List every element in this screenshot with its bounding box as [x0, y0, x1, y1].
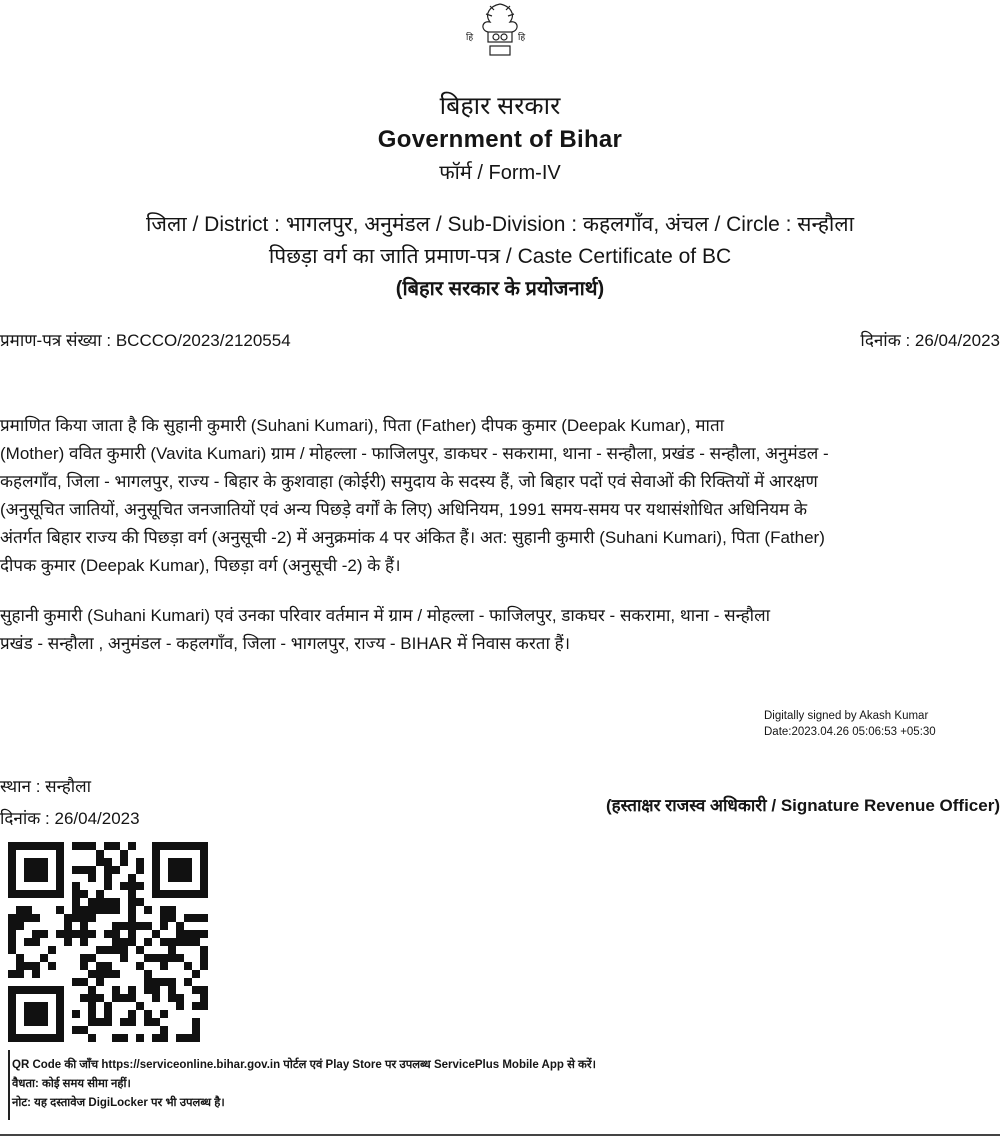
signature-officer: (हस्ताक्षर राजस्व अधिकारी / Signature Revenue Officer) [605, 796, 1000, 815]
certificate-date: दिनांक : 26/04/2023 [860, 331, 1000, 350]
certificate-paragraph-1 [0, 412, 1000, 580]
qr-verification-note: QR Code की जाँच https://serviceonline.bihar.gov.in पोर्टल एवं Play Store पर उपलब्ध ServicePlus Mobile App से करें। [12, 1059, 596, 1071]
paragraph-line: (अनुसूचित जातियों, अनुसूचित जनजातियों एवं अन्य पिछड़े वर्गों के लिए) अधिनियम, 1991 समय-समय पर यथासंशोधित अधिनियम के [0, 500, 808, 519]
validity-note: वैधता: कोई समय सीमा नहीं। [12, 1078, 131, 1090]
paragraph-line: सुहानी कुमारी (Suhani Kumari) एवं उनका परिवार वर्तमान में ग्राम / मोहल्ला - फाजिलपुर, डाकघर - सकरामा, थाना - सन्हौला [0, 606, 771, 625]
form-label: फॉर्म / Form-IV [439, 162, 561, 184]
signature-timestamp: Date:2023.04.26 05:06:53 +05:30 [764, 726, 936, 738]
certificate-title: पिछड़ा वर्ग का जाति प्रमाण-पत्र / Caste Certificate of BC [268, 245, 732, 268]
qr-code-icon[interactable] [8, 842, 208, 1042]
certificate-number: प्रमाण-पत्र संख्या : BCCCO/2023/2120554 [0, 331, 291, 350]
place-label: स्थान : सन्हौला [0, 777, 92, 796]
state-title-hindi: बिहार सरकार [439, 92, 561, 120]
footer-divider [8, 1050, 10, 1120]
svg-text:हि: हि [466, 33, 474, 43]
purpose-line: (बिहार सरकार के प्रयोजनार्थ) [395, 278, 605, 300]
footer-notes [12, 1056, 596, 1113]
state-title-english: Government of Bihar [377, 126, 623, 153]
paragraph-line: प्रमाणित किया जाता है कि सुहानी कुमारी (Suhani Kumari), पिता (Father) दीपक कुमार (Deepak Kumar), माता [0, 416, 725, 435]
bottom-rule [0, 1134, 1000, 1136]
location-line: जिला / District : भागलपुर, अनुमंडल / Sub-Division : कहलगाँव, अंचल / Circle : सन्हौला [145, 213, 855, 236]
svg-text:हि: हि [518, 33, 526, 43]
digitally-signed-by: Digitally signed by Akash Kumar [764, 710, 929, 722]
issue-date: दिनांक : 26/04/2023 [0, 809, 140, 828]
certificate-paragraph-2 [0, 602, 1000, 658]
paragraph-line: कहलगाँव, जिला - भागलपुर, राज्य - बिहार के कुशवाहा (कोईरी) समुदाय के सदस्य हैं, जो बिहार पदों एवं सेवाओं की रिक्तियों में आरक्षण [0, 472, 818, 491]
paragraph-line: अंतर्गत बिहार राज्य की पिछड़ा वर्ग (अनुसूची -2) में अनुक्रमांक 4 पर अंकित हैं। अत: सुहानी कुमारी (Suhani Kumari), पिता (Father) [0, 528, 825, 547]
paragraph-line: प्रखंड - सन्हौला , अनुमंडल - कहलगाँव, जिला - भागलपुर, राज्य - BIHAR में निवास करता हैं। [0, 634, 571, 653]
paragraph-line: दीपक कुमार (Deepak Kumar), पिछड़ा वर्ग (अनुसूची -2) के हैं। [0, 556, 401, 575]
paragraph-line: (Mother) ववित कुमारी (Vavita Kumari) ग्राम / मोहल्ला - फाजिलपुर, डाकघर - सकरामा, थाना - सन्हौला, प्रखंड - सन्हौला, अनुमंडल - [0, 444, 829, 463]
digital-signature-stamp [764, 708, 936, 740]
emblem-icon [460, 0, 540, 60]
digilocker-note: नोट: यह दस्तावेज DigiLocker पर भी उपलब्ध है। [12, 1097, 225, 1109]
